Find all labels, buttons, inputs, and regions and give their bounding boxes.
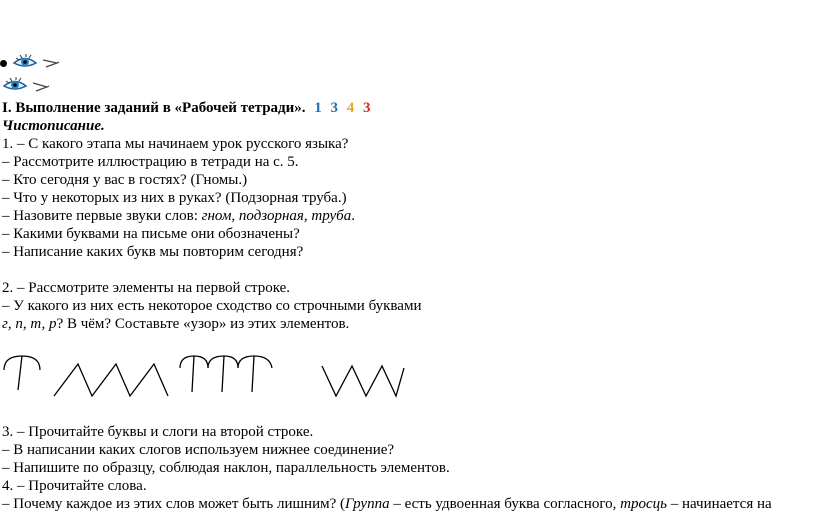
handwriting-pattern-zigzag xyxy=(50,348,170,400)
task1-line3: – Кто сегодня у вас в гостях? (Гномы.) xyxy=(2,172,248,188)
subtitle: Чистописание. xyxy=(2,118,105,134)
task3-line2: – В написании каких слогов используем нижнее соединение? xyxy=(2,442,395,458)
section-heading xyxy=(2,99,371,117)
heading-title: I. Выполнение заданий в «Рабочей тетради». xyxy=(2,100,306,116)
pen-icon xyxy=(42,57,60,69)
heading-number-1: 1 xyxy=(314,100,322,116)
task1-line2: – Рассмотрите иллюстрацию в тетради на с. 5. xyxy=(2,154,299,170)
task1-line6: – Какими буквами на письме они обозначены? xyxy=(2,226,300,242)
task3-line1: 3. – Прочитайте буквы и слоги на второй строке. xyxy=(2,424,314,440)
task2-line1: 2. – Рассмотрите элементы на первой строке. xyxy=(2,280,291,296)
task2-line3: г, п, т, р? В чём? Составьте «узор» из этих элементов. xyxy=(2,316,350,332)
heading-number-4: 3 xyxy=(363,100,371,116)
bullet-dot xyxy=(0,60,7,67)
task3-line3: – Напишите по образцу, соблюдая наклон, параллельность элементов. xyxy=(2,460,450,476)
eye-icon xyxy=(12,54,38,70)
task2-line2: – У какого из них есть некоторое сходство со строчными буквами xyxy=(2,298,422,314)
handwriting-pattern-waves xyxy=(318,348,408,400)
task4-line2: – Почему каждое из этих слов может быть лишним? (Группа – есть удвоенная буква согласного, тросць – начинается на xyxy=(2,496,772,512)
pen-icon xyxy=(32,80,50,94)
eye-icon xyxy=(2,77,28,93)
task1-line1: 1. – С какого этапа мы начинаем урок русского языка? xyxy=(2,136,349,152)
heading-number-2: 3 xyxy=(330,100,339,116)
task1-line4: – Что у некоторых из них в руках? (Подзорная труба.) xyxy=(2,190,347,206)
task4-line1: 4. – Прочитайте слова. xyxy=(2,478,147,494)
handwriting-pattern-arches xyxy=(178,348,278,398)
task1-line5: – Назовите первые звуки слов: гном, подзорная, труба. xyxy=(2,208,355,224)
heading-number-3: 4 xyxy=(346,100,355,116)
task1-line7: – Написание каких букв мы повторим сегодня? xyxy=(2,244,304,260)
handwriting-pattern-arch xyxy=(0,348,46,398)
